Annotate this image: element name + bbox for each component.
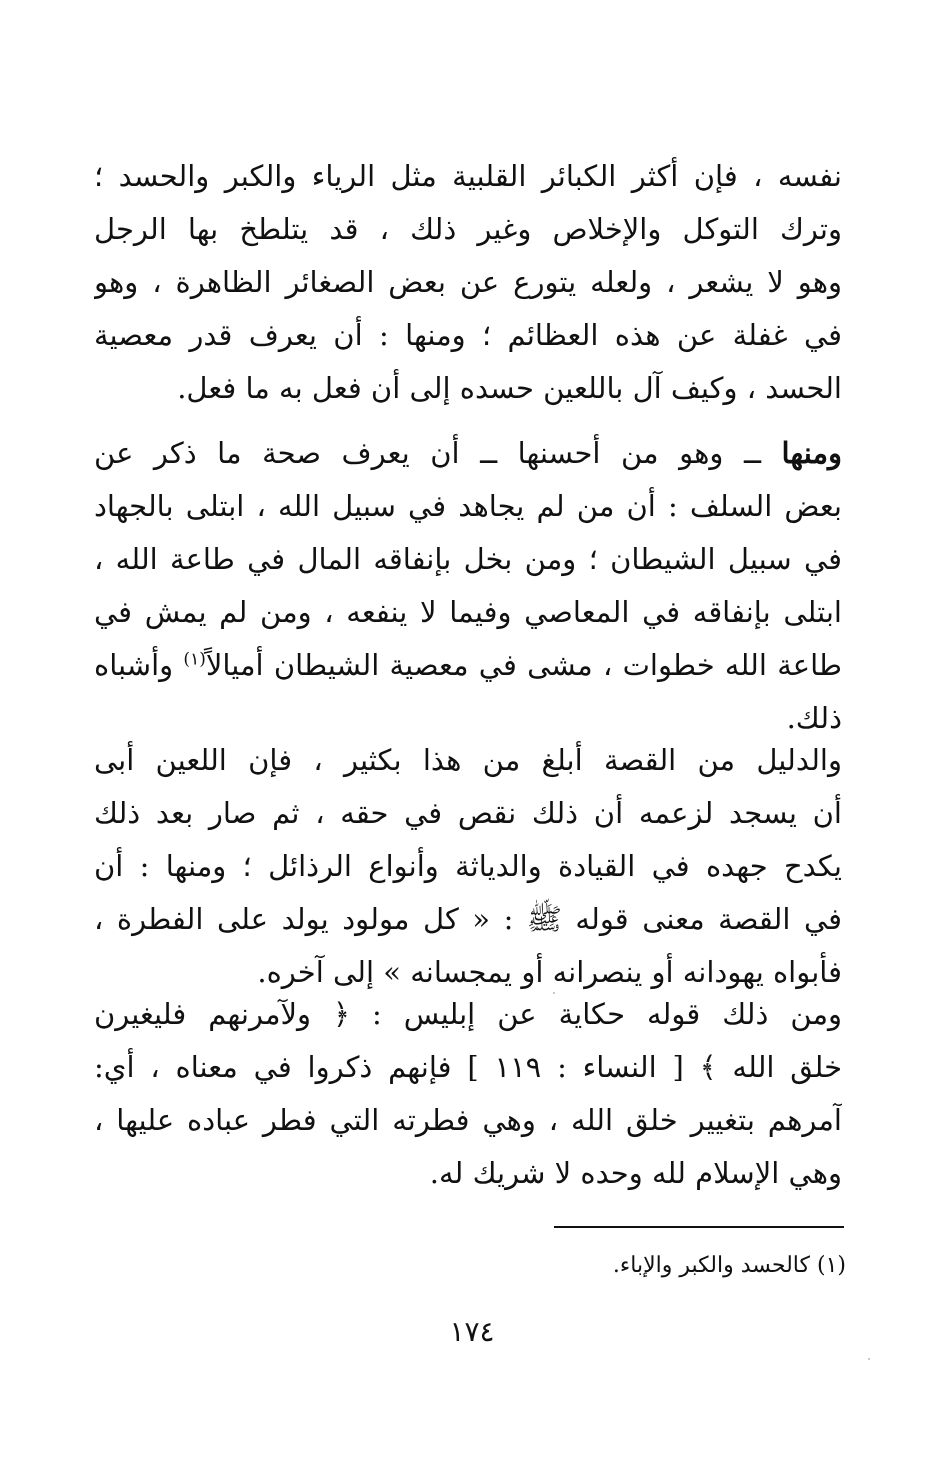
- text-line: ابتلى بإنفاقه في المعاصي وفيما لا ينفعه ، ومن لم يمش في: [94, 595, 842, 629]
- text-line: ومن ذلك قوله حكاية عن إبليس : ﴿ ولآمرنهم فليغيرن: [94, 997, 842, 1031]
- text-line: وهي الإسلام لله وحده لا شريك له.: [429, 1156, 842, 1190]
- text-line: الحسد ، وكيف آل باللعين حسده إلى أن فعل به ما فعل.: [177, 371, 842, 405]
- text-line-start: طاعة الله خطوات ، مشى في معصية الشيطان أميالاً: [205, 648, 842, 682]
- text-line-rest: ــ وهو من أحسنها ــ أن يعرف صحة ما ذكر عن: [94, 436, 782, 470]
- text-line: نفسه ، فإن أكثر الكبائر القلبية مثل الرياء والكبر والحسد ؛: [94, 159, 842, 193]
- text-line: في القصة معنى قوله ﷺ : « كل مولود يولد على الفطرة ،: [94, 902, 842, 936]
- paragraph-lead-word: ومنها: [781, 436, 842, 470]
- text-line-end: وأشباه: [94, 648, 184, 682]
- text-line: [94, 639, 842, 692]
- text-line: آمرهم بتغيير خلق الله ، وهي فطرته التي فطر عباده عليها ،: [94, 1103, 842, 1137]
- text-line: وترك التوكل والإخلاص وغير ذلك ، قد يتلطخ بها الرجل: [94, 212, 842, 246]
- footnote-text: كالحسد والكبر والإباء.: [612, 1253, 810, 1278]
- text-line: يكدح جهده في القيادة والدياثة وأنواع الرذائل ؛ ومنها : أن: [94, 849, 842, 883]
- footnote: [613, 1248, 846, 1284]
- scan-speck: [553, 992, 555, 994]
- text-line: في غفلة عن هذه العظائم ؛ ومنها : أن يعرف قدر معصية: [94, 318, 842, 352]
- paragraph-4: [94, 988, 842, 1200]
- paragraph-3: [94, 734, 842, 999]
- paragraph-1: [94, 150, 842, 415]
- footnote-divider: [554, 1226, 844, 1228]
- text-line: [94, 427, 842, 480]
- footnote-reference[interactable]: (١): [183, 649, 206, 670]
- page-number: ١٧٤: [449, 1315, 495, 1348]
- text-line: أن يسجد لزعمه أن ذلك نقص في حقه ، ثم صار بعد ذلك: [94, 796, 842, 830]
- text-line: خلق الله ﴾ [ النساء : ١١٩ ] فإنهم ذكروا في معناه ، أي:: [94, 1050, 842, 1084]
- text-line: والدليل من القصة أبلغ من هذا بكثير ، فإن اللعين أبى: [94, 743, 842, 777]
- footnote-marker: (١): [816, 1253, 846, 1278]
- scan-speck: [868, 1358, 870, 1360]
- text-line: وهو لا يشعر ، ولعله يتورع عن بعض الصغائر الظاهرة ، وهو: [94, 265, 842, 299]
- text-line: ذلك.: [786, 701, 842, 735]
- paragraph-2: [94, 427, 842, 745]
- text-line: في سبيل الشيطان ؛ ومن بخل بإنفاقه المال في طاعة الله ،: [94, 542, 842, 576]
- text-line: فأبواه يهودانه أو ينصرانه أو يمجسانه » إلى آخره.: [257, 955, 842, 989]
- text-line: بعض السلف : أن من لم يجاهد في سبيل الله ، ابتلى بالجهاد: [94, 489, 842, 523]
